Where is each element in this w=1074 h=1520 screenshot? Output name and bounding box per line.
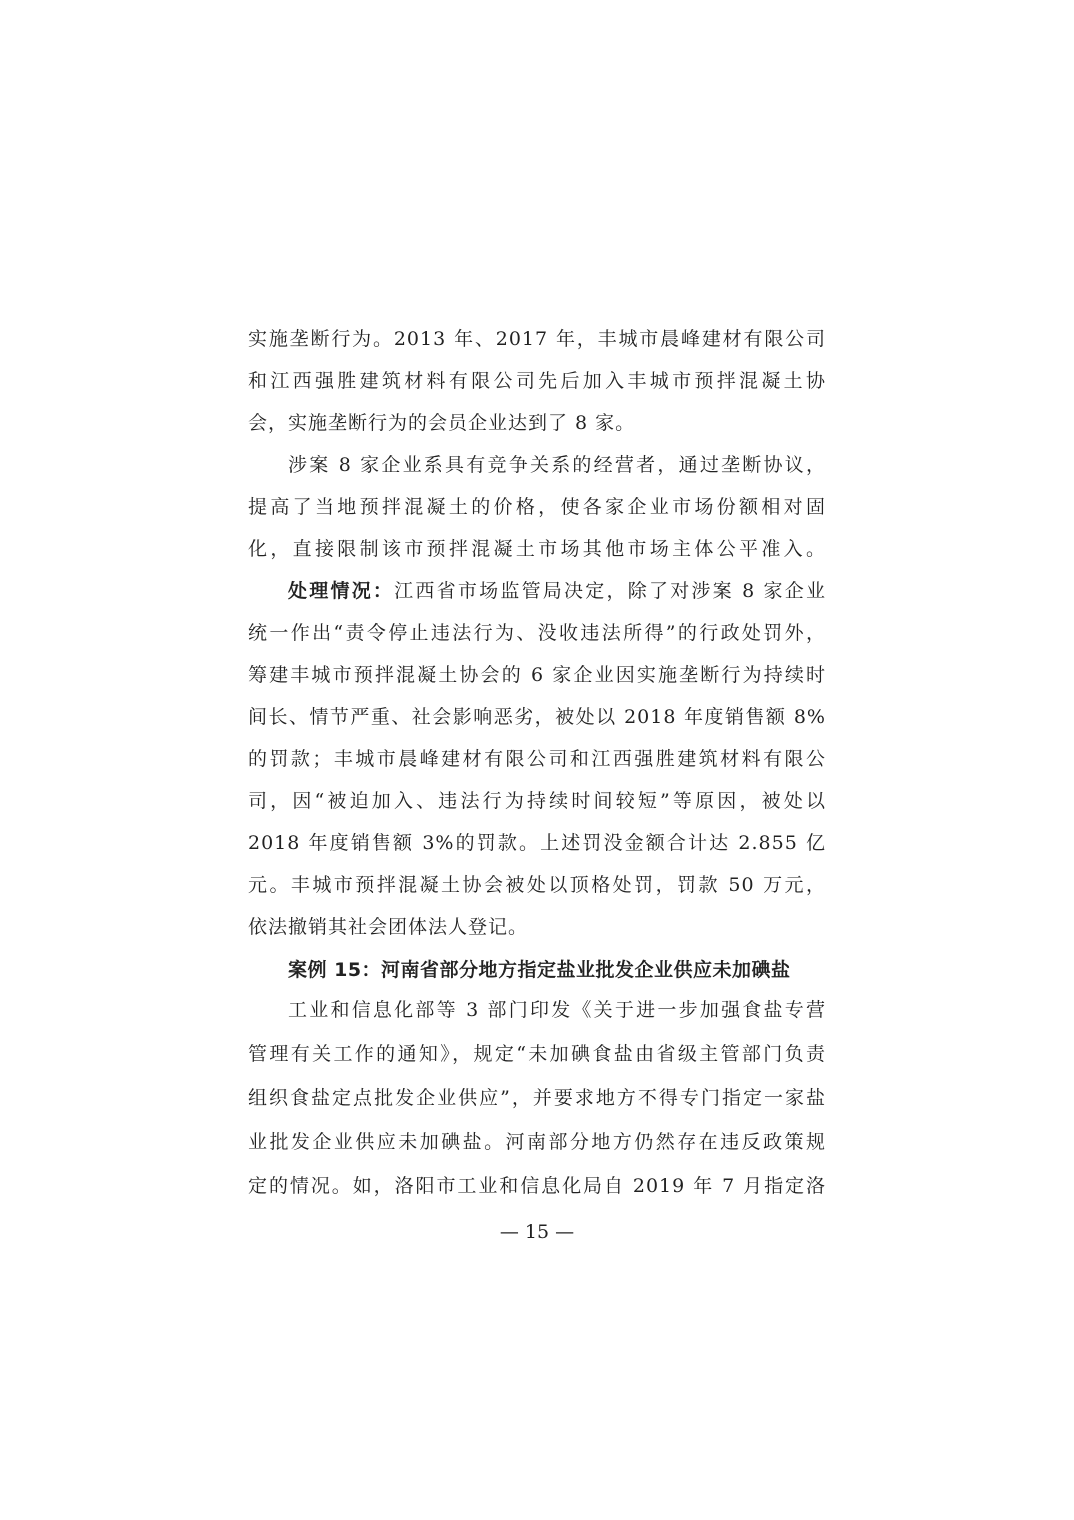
paragraph3-line-4: 间长、情节严重、社会影响恶劣，被处以 2018 年度销售额 8%: [248, 706, 826, 728]
paragraph4-line-3: 组织食盐定点批发企业供应”，并要求地方不得专门指定一家盐: [248, 1087, 826, 1109]
paragraph4-line-5: 定的情况。如，洛阳市工业和信息化局自 2019 年 7 月指定洛: [248, 1175, 826, 1197]
paragraph1-line-2: 和江西强胜建筑材料有限公司先后加入丰城市预拌混凝土协: [248, 370, 826, 392]
paragraph2-line-3: 化，直接限制该市预拌混凝土市场其他市场主体公平准入。: [248, 538, 826, 560]
paragraph3-line-1-text: 江西省市场监管局决定，除了对涉案 8 家企业: [394, 580, 826, 602]
paragraph3-line-6: 司，因“被迫加入、违法行为持续时间较短”等原因，被处以: [248, 790, 826, 812]
paragraph2-line-1: 涉案 8 家企业系具有竞争关系的经营者，通过垄断协议，: [288, 454, 826, 476]
paragraph1-line-3: 会，实施垄断行为的会员企业达到了 8 家。: [248, 412, 636, 434]
case-heading: 案例 15：河南省部分地方指定盐业批发企业供应未加碘盐: [288, 959, 791, 981]
paragraph1-line-1: 实施垄断行为。2013 年、2017 年，丰城市晨峰建材有限公司: [248, 328, 826, 350]
paragraph3-line-2: 统一作出“责令停止违法行为、没收违法所得”的行政处罚外，: [248, 622, 826, 644]
paragraph3-line-8: 元。丰城市预拌混凝土协会被处以顶格处罚，罚款 50 万元，: [248, 874, 826, 896]
paragraph3-line-1: [288, 571, 826, 611]
page-number: — 15 —: [499, 1221, 575, 1243]
paragraph4-line-4: 业批发企业供应未加碘盐。河南部分地方仍然存在违反政策规: [248, 1131, 826, 1153]
paragraph4-line-2: 管理有关工作的通知》，规定“未加碘食盐由省级主管部门负责: [248, 1043, 826, 1065]
paragraph4-line-1: 工业和信息化部等 3 部门印发《关于进一步加强食盐专营: [288, 999, 826, 1021]
paragraph3-line-7: 2018 年度销售额 3%的罚款。上述罚没金额合计达 2.855 亿: [248, 832, 826, 854]
paragraph3-line-9: 依法撤销其社会团体法人登记。: [248, 916, 529, 938]
paragraph2-line-2: 提高了当地预拌混凝土的价格，使各家企业市场份额相对固: [248, 496, 826, 518]
paragraph3-line-5: 的罚款；丰城市晨峰建材有限公司和江西强胜建筑材料有限公: [248, 748, 826, 770]
processing-label: 处理情况：: [288, 580, 395, 602]
paragraph3-line-3: 筹建丰城市预拌混凝土协会的 6 家企业因实施垄断行为持续时: [248, 664, 826, 686]
